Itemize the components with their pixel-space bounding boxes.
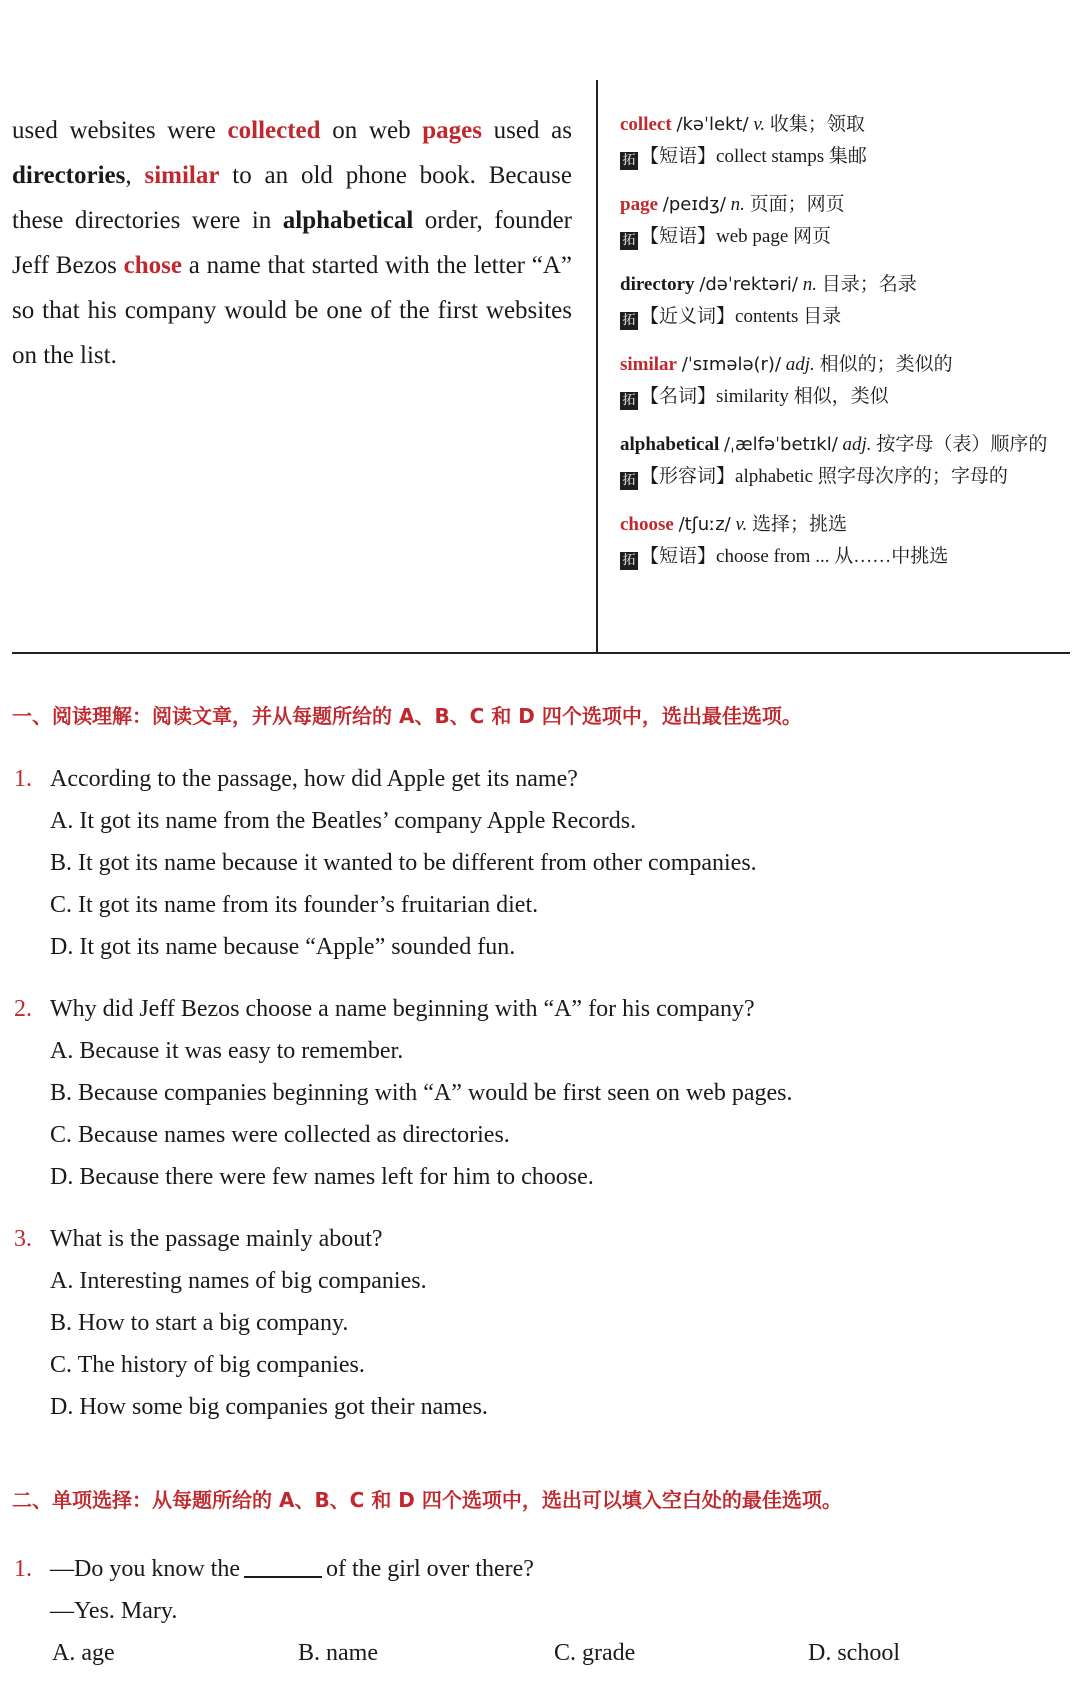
section2-title: 二、单项选择：从每题所给的 A、B、C 和 D 四个选项中，选出可以填入空白处的最佳选项。 [12, 1488, 842, 1512]
extension-text: alphabetic 照字母次序的；字母的 [735, 466, 1008, 487]
question-3 [14, 1218, 1064, 1428]
extension-text: choose from ... 从……中挑选 [716, 546, 949, 567]
vocab-entry-similar [620, 352, 1075, 410]
extension-text: collect stamps 集邮 [716, 146, 867, 167]
extension-tag: 【形容词】 [640, 466, 736, 487]
option-b[interactable]: B. Because companies beginning with “A” would be first seen on web pages. [50, 1080, 793, 1106]
highlighted-word: similar [144, 162, 220, 189]
dialogue-reply: —Yes. Mary. [50, 1598, 178, 1624]
option-a[interactable]: A. Because it was easy to remember. [50, 1038, 404, 1064]
extension-icon: 拓 [620, 472, 638, 490]
vocab-phonetic: /kəˈlekt/ [676, 114, 749, 135]
passage-segment: on web [320, 117, 423, 144]
vocab-part-of-speech: adj. [785, 354, 815, 375]
vocab-meaning: 相似的；类似的 [819, 354, 953, 375]
extension-icon: 拓 [620, 232, 638, 250]
extension-tag: 【短语】 [640, 546, 717, 567]
option-c[interactable]: C. grade [554, 1640, 636, 1666]
vocab-phonetic: /dəˈrektəri/ [699, 274, 798, 295]
vocab-meaning: 页面；网页 [749, 194, 845, 215]
vocab-entry-page [620, 192, 1075, 250]
vocab-part-of-speech: v. [753, 114, 766, 135]
option-c[interactable]: C. The history of big companies. [50, 1352, 365, 1378]
option-b[interactable]: B. name [298, 1640, 378, 1666]
option-d[interactable]: D. school [808, 1640, 900, 1666]
vocab-word: alphabetical [620, 434, 720, 455]
vocab-entry-choose [620, 512, 1075, 570]
question-text-after: of the girl over there? [325, 1556, 534, 1582]
passage-segment: used as [482, 117, 573, 144]
vocab-meaning: 目录；名录 [821, 274, 917, 295]
option-c[interactable]: C. Because names were collected as directories. [50, 1122, 510, 1148]
option-c[interactable]: C. It got its name from its founder’s fruitarian diet. [50, 892, 539, 918]
extension-tag: 【短语】 [640, 226, 717, 247]
option-d[interactable]: D. It got its name because “Apple” sounded fun. [50, 934, 516, 960]
highlighted-word: pages [422, 117, 482, 144]
option-a[interactable]: A. Interesting names of big companies. [50, 1268, 427, 1294]
extension-icon: 拓 [620, 552, 638, 570]
extension-tag: 【近义词】 [640, 306, 736, 327]
question-number: 3. [14, 1226, 32, 1252]
question-text: What is the passage mainly about? [50, 1226, 383, 1252]
bold-word: directories [12, 162, 126, 189]
passage-segment: order, founder Jeff Bezos [12, 207, 572, 279]
passage-segment: used websites were [12, 117, 228, 144]
vocab-word: collect [620, 114, 672, 135]
highlighted-word: chose [123, 252, 182, 279]
vocab-word: directory [620, 274, 695, 295]
question-text-before: —Do you know the [50, 1556, 240, 1582]
question-number: 1. [14, 1556, 32, 1582]
vocab-phonetic: /tʃuːz/ [678, 514, 731, 535]
extension-text: contents 目录 [735, 306, 842, 327]
vocab-phonetic: /peɪdʒ/ [662, 194, 726, 215]
question-2 [14, 988, 1064, 1198]
vocab-part-of-speech: adj. [842, 434, 872, 455]
passage-segment: a name that started with the letter “A” so that his company would be one of the first websites on the list. [12, 252, 572, 369]
extension-text: web page 网页 [716, 226, 832, 247]
extension-icon: 拓 [620, 152, 638, 170]
vocab-word: page [620, 194, 658, 215]
extension-tag: 【短语】 [640, 146, 717, 167]
section1-title: 一、阅读理解：阅读文章，并从每题所给的 A、B、C 和 D 四个选项中，选出最佳选项。 [12, 704, 802, 728]
option-a[interactable]: A. It got its name from the Beatles’ company Apple Records. [50, 808, 637, 834]
single-choice-question-1 [14, 1548, 1064, 1674]
vocab-entry-collect [620, 112, 1075, 170]
vocab-word: similar [620, 354, 677, 375]
question-number: 1. [14, 766, 32, 792]
question-1 [14, 758, 1064, 968]
extension-icon: 拓 [620, 392, 638, 410]
vocab-entry-directory [620, 272, 1075, 330]
question-text: Why did Jeff Bezos choose a name beginning with “A” for his company? [50, 996, 755, 1022]
option-b[interactable]: B. How to start a big company. [50, 1310, 349, 1336]
vocab-part-of-speech: n. [802, 274, 817, 295]
section-divider [12, 652, 1070, 654]
vocab-word: choose [620, 514, 674, 535]
option-d[interactable]: D. Because there were few names left for him to choose. [50, 1164, 594, 1190]
passage-text [12, 108, 572, 378]
vocab-entry-alphabetical [620, 432, 1075, 490]
vocab-meaning: 收集；领取 [769, 114, 865, 135]
passage-vocab-section [0, 0, 1080, 655]
vocabulary-list [620, 112, 1075, 592]
answer-blank[interactable] [244, 1550, 322, 1578]
question-text: According to the passage, how did Apple get its name? [50, 766, 578, 792]
highlighted-word: collected [227, 117, 321, 144]
vocab-phonetic: /ˌælfəˈbetɪkl/ [723, 434, 838, 455]
option-a[interactable]: A. age [52, 1640, 115, 1666]
column-divider [596, 80, 598, 652]
option-d[interactable]: D. How some big companies got their names. [50, 1394, 488, 1420]
options-row [14, 1632, 1064, 1674]
question-number: 2. [14, 996, 32, 1022]
passage-segment: to an old phone book. Because these directories were in [12, 162, 573, 234]
vocab-meaning: 选择；挑选 [752, 514, 848, 535]
vocab-phonetic: /ˈsɪmələ(r)/ [681, 354, 782, 375]
vocab-part-of-speech: n. [730, 194, 745, 215]
bold-word: alphabetical [282, 207, 414, 234]
extension-text: similarity 相似，类似 [716, 386, 889, 407]
vocab-part-of-speech: v. [735, 514, 748, 535]
extension-icon: 拓 [620, 312, 638, 330]
option-b[interactable]: B. It got its name because it wanted to be different from other companies. [50, 850, 757, 876]
passage-segment: , [125, 162, 145, 189]
vocab-meaning: 按字母（表）顺序的 [876, 434, 1048, 455]
extension-tag: 【名词】 [640, 386, 717, 407]
